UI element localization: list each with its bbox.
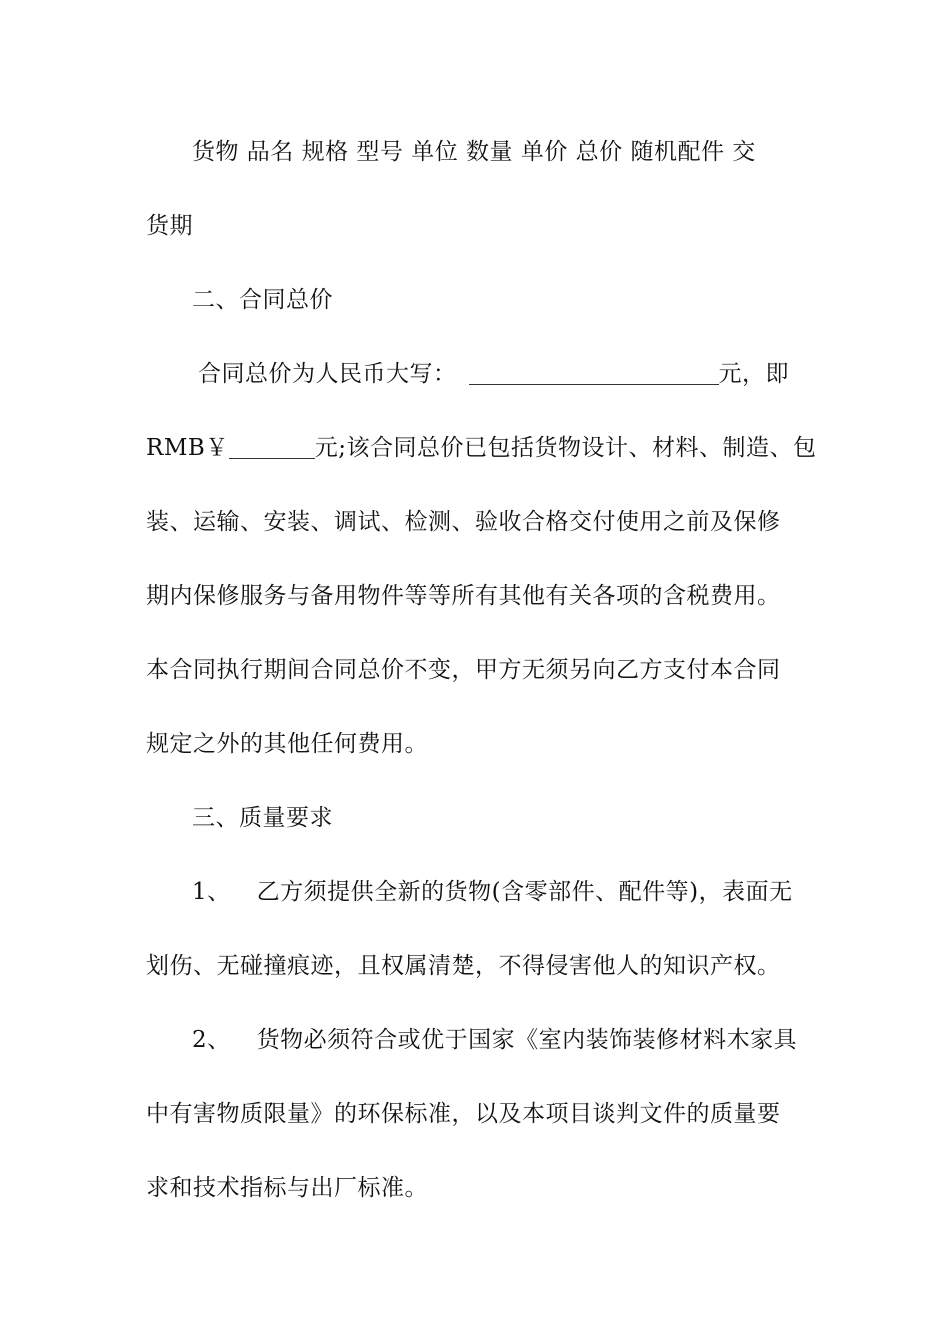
- quality-item-1-line-1: [146, 855, 806, 929]
- goods-header-paragraph: [146, 115, 806, 263]
- quality-item-1: [146, 855, 806, 1003]
- price-words-label: 合同总价为人民币大写：: [198, 361, 457, 387]
- goods-header-line-2: 货期: [146, 213, 193, 239]
- contract-price-line-4: 期内保修服务与备用物件等等所有其他有关各项的含税费用。: [146, 583, 781, 609]
- quality-item-2-number: 2、: [192, 1027, 231, 1053]
- rmb-label: RMB￥: [146, 435, 229, 461]
- section-3-heading: [146, 781, 806, 855]
- contract-price-line-6: 规定之外的其他任何费用。: [146, 731, 428, 757]
- contract-price-line-5: 本合同执行期间合同总价不变，甲方无须另向乙方支付本合同: [146, 657, 781, 683]
- quality-item-1-text: 乙方须提供全新的货物(含零部件、配件等)，表面无: [256, 879, 793, 905]
- quality-item-2-text: 货物必须符合或优于国家《室内装饰装修材料木家具: [256, 1027, 798, 1053]
- section-3-heading-text: 三、质量要求: [192, 805, 333, 831]
- quality-item-2-line-2: 中有害物质限量》的环保标准，以及本项目谈判文件的质量要: [146, 1101, 781, 1127]
- contract-price-line-3: 装、运输、安装、调试、检测、验收合格交付使用之前及保修: [146, 509, 781, 535]
- price-words-blank: [469, 362, 719, 385]
- contract-price-line-2-text: 元;该合同总价已包括货物设计、材料、制造、包: [314, 435, 817, 461]
- quality-item-2: [146, 1003, 806, 1225]
- contract-price-paragraph: [146, 337, 817, 781]
- quality-item-2-line-3: 求和技术指标与出厂标准。: [146, 1175, 428, 1201]
- section-2-heading: [146, 263, 806, 337]
- price-words-suffix: 元，即: [718, 361, 789, 387]
- goods-header-line-1: 货物 品名 规格 型号 单位 数量 单价 总价 随机配件 交: [192, 139, 756, 165]
- contract-price-line-1: [146, 337, 806, 411]
- quality-item-1-number: 1、: [192, 879, 231, 905]
- quality-item-2-line-1: [146, 1003, 806, 1077]
- quality-item-1-line-2: 划伤、无碰撞痕迹，且权属清楚，不得侵害他人的知识产权。: [146, 953, 781, 979]
- section-2-heading-text: 二、合同总价: [192, 287, 333, 313]
- rmb-amount-blank: [229, 436, 315, 459]
- contract-price-line-2: [146, 411, 817, 485]
